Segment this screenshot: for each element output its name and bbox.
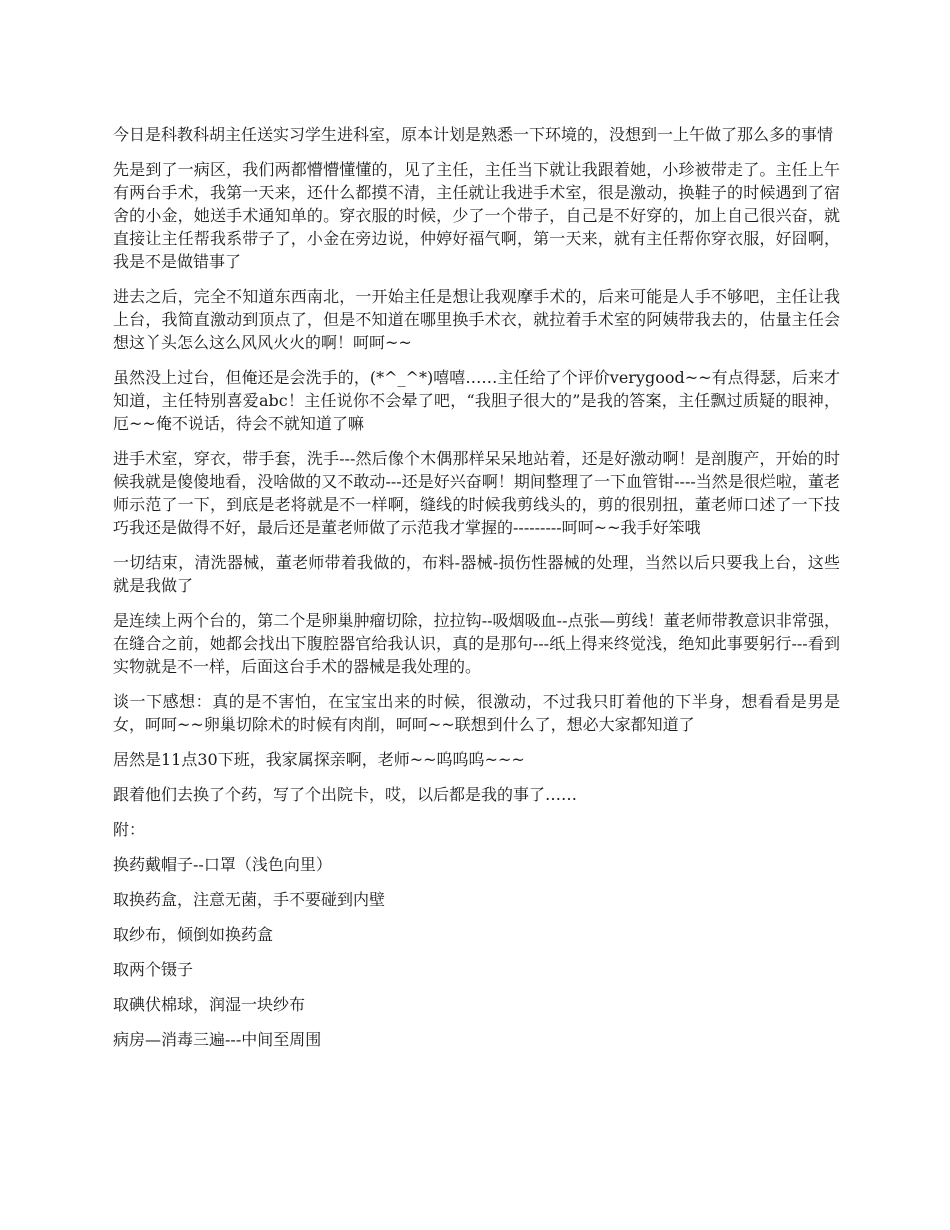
appendix-item: 换药戴帽子--口罩（浅色向里） [113, 855, 332, 874]
paragraph: 跟着他们去换了个药，写了个出院卡，哎，以后都是我的事了…… [113, 785, 578, 804]
appendix-heading: 附： [113, 820, 146, 839]
paragraph: 居然是11点30下班，我家属探亲啊，老师~~呜呜呜~~~ [113, 750, 525, 769]
appendix-item: 取碘伏棉球，润湿一块纱布 [113, 995, 306, 1014]
paragraph: 先是到了一病区，我们两都懵懵懂懂的，见了主任，主任当下就让我跟着她，小珍被带走了。主任上午有两台手术，我第一天来，还什么都摸不清，主任就让我进手术室，很是激动，换鞋子的时候遇到了宿舍的小金，她送手术通知单的。穿衣服的时候，少了一个带子，自己是不好穿的，加上自己很兴奋，就直接让主任帮我系带子了，小金在旁边说，仲婷好福气啊，第一天来，就有主任帮你穿衣服，好囧啊，我是不是做错事了 [113, 160, 840, 271]
paragraph: 是连续上两个台的，第二个是卵巢肿瘤切除，拉拉钩--吸烟吸血--点张—剪线！董老师带教意识非常强，在缝合之前，她都会找出下腹腔器官给我认识，真的是那句---纸上得来终觉浅，绝知此事要躬行---看到实物就是不一样，后面这台手术的器械是我处理的。 [113, 611, 840, 676]
appendix-item: 取纱布，倾倒如换药盒 [113, 925, 274, 944]
paragraph: 进去之后，完全不知道东西南北，一开始主任是想让我观摩手术的，后来可能是人手不够吧，主任让我上台，我简直激动到顶点了，但是不知道在哪里换手术衣，就拉着手术室的阿姨带我去的，估量主任会想这丫头怎么这么风风火火的啊！呵呵~~ [113, 287, 840, 352]
paragraph: 谈一下感想：真的是不害怕，在宝宝出来的时候，很激动，不过我只盯着他的下半身，想看看是男是女，呵呵~~卵巢切除术的时候有肉削，呵呵~~联想到什么了，想必大家都知道了 [113, 692, 840, 734]
document-body [113, 123, 840, 1063]
paragraph: 一切结束，清洗器械，董老师带着我做的，布料-器械-损伤性器械的处理，当然以后只要我上台，这些就是我做了 [113, 553, 840, 595]
paragraph: 虽然没上过台，但俺还是会洗手的，(*^_^*)嘻嘻……主任给了个评价verygood~~有点得瑟，后来才知道，主任特别喜爱abc！主任说你不会晕了吧，“我胆子很大的”是我的答案，主任飘过质疑的眼神，厄~~俺不说话，待会不就知道了嘛 [113, 368, 840, 433]
appendix-item: 病房—消毒三遍---中间至周围 [113, 1030, 322, 1049]
paragraph: 今日是科教科胡主任送实习学生进科室，原本计划是熟悉一下环境的，没想到一上午做了那么多的事情 [113, 125, 834, 144]
appendix-item: 取两个镊子 [113, 960, 194, 979]
paragraph: 进手术室，穿衣，带手套，洗手---然后像个木偶那样呆呆地站着，还是好激动啊！是剖腹产，开始的时候我就是傻傻地看，没啥做的又不敢动---还是好兴奋啊！期间整理了一下血管钳----当然是很烂啦，董老师示范了一下，到底是老将就是不一样啊，缝线的时候我剪线头的，剪的很别扭，董老师口述了一下技巧我还是做得不好，最后还是董老师做了示范我才掌握的---------呵呵~~我手好笨哦 [113, 449, 840, 537]
appendix-item: 取换药盒，注意无菌，手不要碰到内壁 [113, 890, 386, 909]
